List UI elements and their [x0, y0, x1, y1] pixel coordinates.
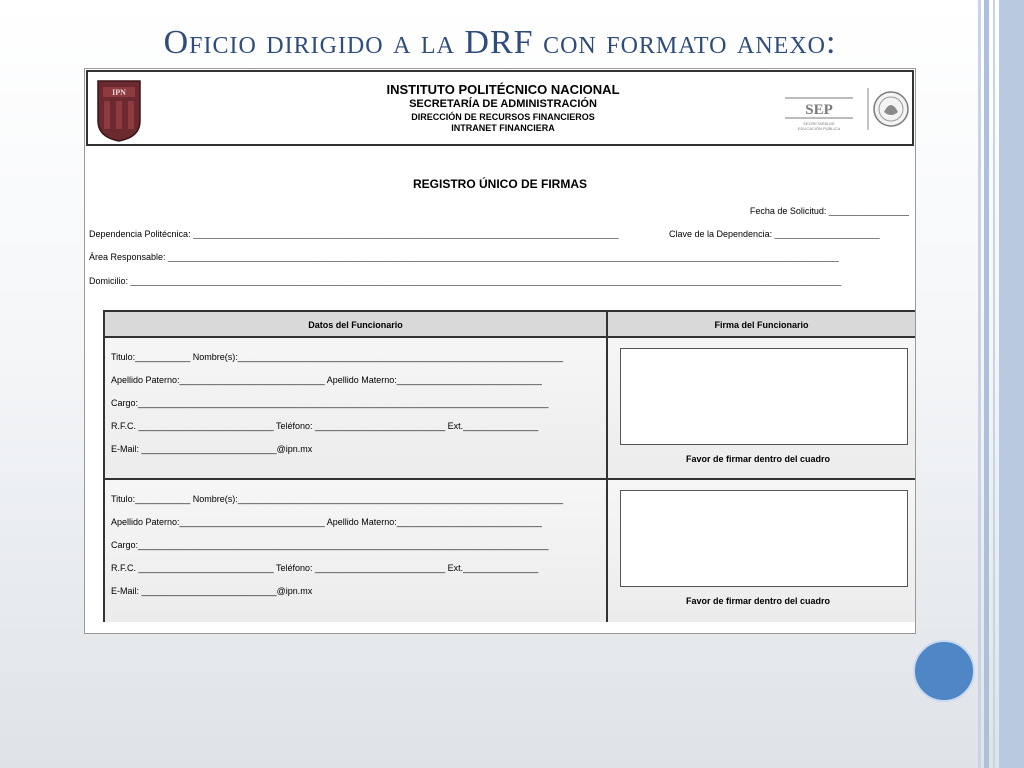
ipn-logo-icon [94, 77, 144, 143]
email-field[interactable]: E-Mail: ___________________________@ipn.mx [111, 586, 313, 596]
intranet-name: INTRANET FINANCIERA [451, 123, 555, 133]
table-row [105, 480, 915, 622]
sep-logo-text: SEP [805, 102, 833, 118]
signature-caption: Favor de firmar dentro del cuadro [685, 454, 831, 464]
cargo-field[interactable]: Cargo:__________________________________________________________________________________ [111, 540, 549, 550]
side-bar [984, 0, 989, 768]
datos-funcionario-cell [105, 338, 608, 478]
domicilio-field[interactable]: Domicilio: ______________________________________________________________________________________________________________________________________________ [89, 276, 842, 286]
datos-funcionario-cell [105, 480, 608, 622]
titulo-nombre-field[interactable]: Titulo:___________ Nombre(s):_________________________________________________________________ [111, 494, 564, 504]
apellidos-field[interactable]: Apellido Paterno:_____________________________ Apellido Materno:_____________________________ [111, 517, 542, 527]
mexico-seal-icon [866, 84, 910, 134]
signature-caption: Favor de firmar dentro del cuadro [685, 596, 831, 606]
column-header-datos: Datos del Funcionario [105, 312, 608, 338]
fecha-solicitud-field[interactable]: Fecha de Solicitud: ________________ [749, 206, 909, 216]
ipn-logo-text: IPN [112, 88, 126, 97]
direccion-name: DIRECCIÓN DE RECURSOS FINANCIEROS [411, 112, 595, 122]
rfc-telefono-field[interactable]: R.F.C. ___________________________ Teléfono: __________________________ Ext._______________ [111, 421, 539, 431]
secretaria-name: SECRETARÍA DE ADMINISTRACIÓN [409, 98, 597, 110]
decorative-side-bars [974, 0, 1024, 768]
dependencia-field[interactable]: Dependencia Politécnica: _____________________________________________________________________________________ [89, 229, 619, 239]
slide-title: Oficio dirigido a la DRF con formato anexo: [163, 24, 837, 61]
email-field[interactable]: E-Mail: ___________________________@ipn.mx [111, 444, 313, 454]
signature-box[interactable] [620, 490, 908, 587]
column-header-firma: Firma del Funcionario [608, 312, 915, 338]
apellidos-field[interactable]: Apellido Paterno:_____________________________ Apellido Materno:_____________________________ [111, 375, 542, 385]
sep-logo-sub1: SECRETARÍA DE [803, 121, 835, 126]
clave-dependencia-field[interactable]: Clave de la Dependencia: _____________________ [669, 229, 880, 239]
signature-box[interactable] [620, 348, 908, 445]
table-row [105, 338, 915, 480]
header-text-block [268, 82, 738, 133]
sep-logo-sub2: EDUCACIÓN PÚBLICA [797, 126, 841, 131]
form-header [86, 70, 914, 146]
institution-name: INSTITUTO POLITÉCNICO NACIONAL [386, 82, 620, 97]
side-bar [999, 0, 1024, 768]
cargo-field[interactable]: Cargo:__________________________________________________________________________________ [111, 398, 549, 408]
sep-logo-icon [783, 86, 855, 132]
side-bar [993, 0, 995, 768]
area-responsable-field[interactable]: Área Responsable: ______________________________________________________________________________________________________________________________________ [89, 252, 839, 262]
firma-funcionario-cell [608, 480, 915, 622]
decorative-circle [913, 640, 975, 702]
form-document [84, 68, 916, 634]
titulo-nombre-field[interactable]: Titulo:___________ Nombre(s):_________________________________________________________________ [111, 352, 564, 362]
side-bar [978, 0, 981, 768]
rfc-telefono-field[interactable]: R.F.C. ___________________________ Teléfono: __________________________ Ext._______________ [111, 563, 539, 573]
form-title: REGISTRO ÚNICO DE FIRMAS [412, 177, 587, 191]
firma-funcionario-cell [608, 338, 915, 478]
funcionarios-table [103, 310, 915, 622]
